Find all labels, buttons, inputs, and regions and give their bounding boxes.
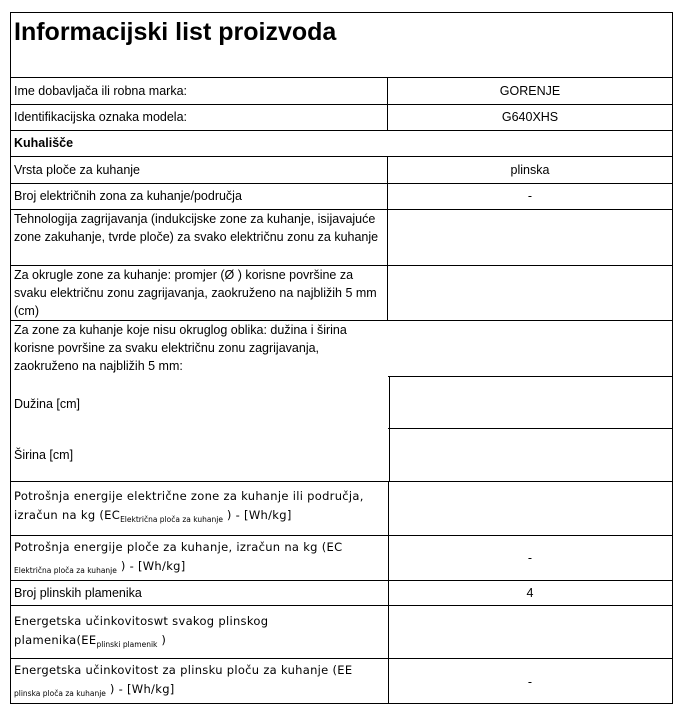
gas-burners-value: 4 <box>526 586 534 600</box>
model-label: Identifikacijska oznaka modela: <box>14 110 188 124</box>
section-heading: Kuhališče <box>14 136 74 150</box>
non-round-zones-label: Za zone za kuhanje koje nisu okruglog oblika: dužina i širina korisne površine za svaku električnu zonu zagrijavanja, zaokruženo na najbližih 5 mm: <box>14 323 347 373</box>
gas-hob-efficiency-subscript: plinska ploča za kuhanje <box>14 689 106 698</box>
row-divider <box>10 104 673 105</box>
electric-zone-consumption-subscript: Električna ploča za kuhanje <box>120 515 223 524</box>
length-label: Dužina [cm] <box>14 397 80 411</box>
column-divider <box>387 156 388 320</box>
burner-efficiency-label <box>14 612 374 651</box>
burner-efficiency-subscript: plinski plamenik <box>96 640 158 649</box>
electric-zone-consumption-unit: ) - [Wh/kg] <box>222 508 292 522</box>
row-divider <box>10 580 673 581</box>
electric-zone-consumption-text: Potrošnja energije električne zone za kuhanje ili područja, izračun na kg (EC <box>14 489 364 522</box>
sheet-title: Informacijski list proizvoda <box>14 18 337 46</box>
burner-efficiency-text: Energetska učinkovitoswt svakog plinskog plamenika(EE <box>14 614 269 647</box>
width-label: Širina [cm] <box>14 448 74 462</box>
gas-hob-efficiency-label <box>14 661 374 700</box>
hob-consumption-unit: ) - [Wh/kg] <box>116 559 186 573</box>
gas-hob-efficiency-unit: ) - [Wh/kg] <box>105 682 175 696</box>
supplier-value: GORENJE <box>499 84 561 98</box>
electric-zone-consumption-label <box>14 487 374 526</box>
row-divider <box>10 130 673 131</box>
row-divider <box>10 183 673 184</box>
model-value: G640XHS <box>501 110 559 124</box>
hob-type-value: plinska <box>510 163 550 177</box>
hob-type-label: Vrsta ploče za kuhanje <box>14 163 141 177</box>
gas-burners-label: Broj plinskih plamenika <box>14 586 142 600</box>
row-divider <box>10 156 673 157</box>
row-divider <box>388 428 673 429</box>
heating-technology-label: Tehnologija zagrijavanja (indukcijske zone za kuhanje, isijavajuće zone zakuhanje, tvrde ploče) za svako električnu zonu za kuhanje <box>14 212 379 244</box>
supplier-label: Ime dobavljača ili robna marka: <box>14 84 187 98</box>
round-zones-label: Za okrugle zone za kuhanje: promjer (Ø ) korisne površine za svaku električnu zonu zagrijavanja, zaokruženo na najbližih 5 mm (cm) <box>14 268 377 318</box>
hob-consumption-label <box>14 538 374 577</box>
row-divider <box>388 376 673 377</box>
electric-zones-value: - <box>527 189 533 203</box>
column-divider <box>389 376 390 481</box>
gas-hob-efficiency-text: Energetska učinkovitost za plinsku ploču za kuhanje (EE <box>14 663 353 677</box>
gas-hob-efficiency-value: - <box>527 675 533 689</box>
electric-zones-label: Broj električnih zona za kuhanje/područja <box>14 189 242 203</box>
hob-consumption-subscript: Električna ploča za kuhanje <box>14 566 117 575</box>
burner-efficiency-unit: ) <box>157 633 167 647</box>
row-divider <box>10 535 673 536</box>
row-divider <box>10 77 673 78</box>
hob-consumption-value: - <box>527 551 533 565</box>
hob-consumption-text: Potrošnja energije ploče za kuhanje, izračun na kg (EC <box>14 540 343 554</box>
row-divider <box>10 605 673 606</box>
row-divider <box>10 481 673 482</box>
row-divider <box>10 658 673 659</box>
